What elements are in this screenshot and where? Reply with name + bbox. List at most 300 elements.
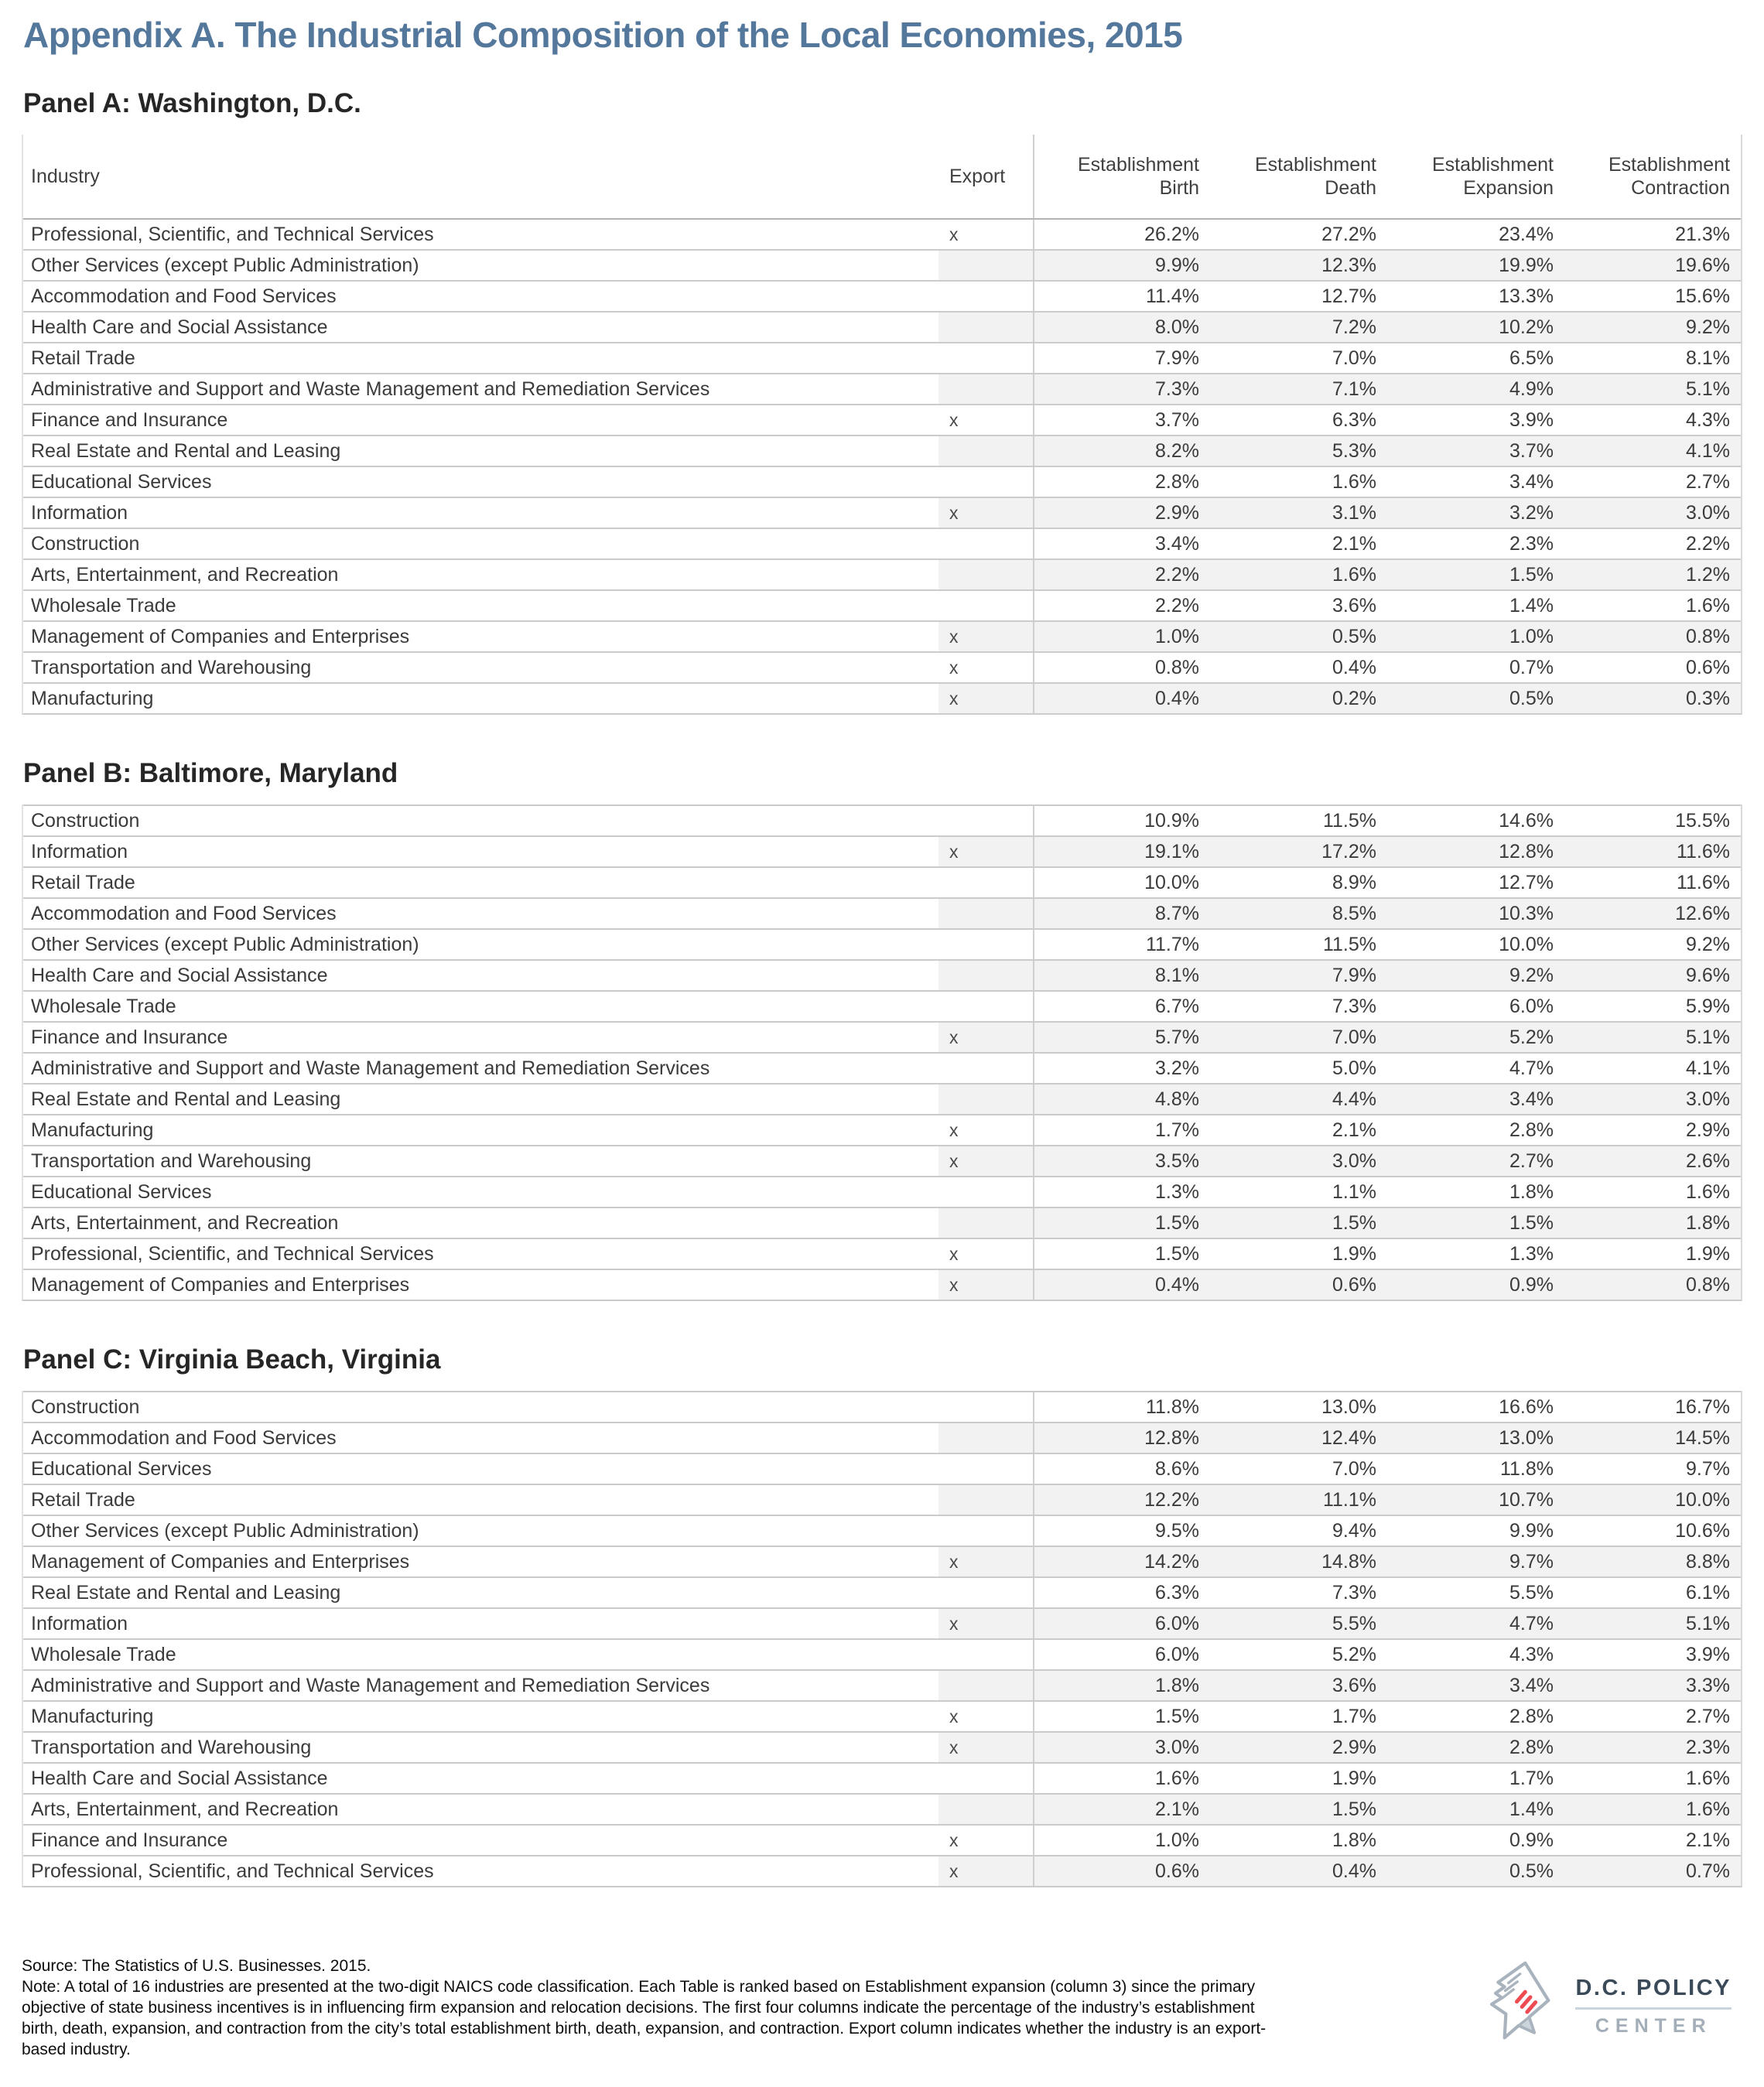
value-cell: 14.5% (1564, 1423, 1741, 1453)
value-cell: 3.1% (1210, 498, 1387, 528)
value-cell: 1.4% (1387, 1795, 1564, 1824)
export-cell: x (938, 684, 1033, 713)
value-cell: 10.6% (1675, 1520, 1730, 1542)
industry-table (22, 804, 1742, 1301)
value-cell: 11.8% (1033, 1392, 1210, 1422)
value-cell: 3.5% (1033, 1146, 1210, 1176)
industry-cell: Other Services (except Public Administration) (31, 934, 419, 955)
value-cell: 11.1% (1210, 1485, 1387, 1515)
value-cell: 6.0% (1509, 996, 1554, 1017)
industry-cell: Management of Companies and Enterprises (31, 1274, 410, 1296)
value-cell: 2.8% (1509, 1119, 1554, 1141)
export-cell (938, 1795, 1033, 1824)
value-cell: 0.5% (1210, 622, 1387, 651)
industry-cell: Real Estate and Rental and Leasing (31, 440, 341, 462)
value-cell: 2.9% (1210, 1733, 1387, 1762)
value-cell: 3.0% (1564, 1084, 1741, 1114)
export-cell (938, 806, 1033, 835)
value-cell: 2.8% (1387, 1733, 1564, 1762)
table-row (23, 1021, 1741, 1052)
value-cell: 1.6% (1033, 1764, 1210, 1793)
value-cell: 6.3% (1033, 1578, 1210, 1607)
report-page (22, 14, 1742, 2060)
table-row (23, 990, 1741, 1021)
industry-cell: Transportation and Warehousing (31, 1737, 312, 1758)
industry-cell: Retail Trade (31, 1489, 135, 1511)
value-cell: 2.9% (1033, 498, 1210, 528)
value-cell: 19.1% (1033, 837, 1210, 866)
industry-cell: Professional, Scientific, and Technical Services (31, 1860, 434, 1882)
export-cell: x (949, 1244, 959, 1264)
value-cell: 4.8% (1033, 1084, 1210, 1114)
value-cell: 4.3% (1686, 409, 1730, 431)
value-cell: 2.7% (1686, 1706, 1730, 1727)
value-cell: 1.8% (1509, 1181, 1554, 1203)
industry-cell: Wholesale Trade (31, 595, 176, 617)
industry-cell: Management of Companies and Enterprises (31, 1551, 410, 1573)
value-cell: 4.3% (1509, 1644, 1554, 1665)
industry-cell: Educational Services (31, 471, 212, 493)
value-cell: 0.5% (1387, 1856, 1564, 1886)
panel-section (22, 758, 1742, 1301)
value-cell: 0.2% (1210, 684, 1387, 713)
value-cell: 0.4% (1033, 1270, 1210, 1300)
table-row (23, 1453, 1741, 1484)
table-row (23, 1052, 1741, 1083)
value-cell: 14.6% (1499, 810, 1554, 832)
value-cell: 4.7% (1509, 1057, 1554, 1079)
export-cell (938, 1485, 1033, 1515)
value-cell: 7.0% (1332, 347, 1376, 369)
value-cell: 16.6% (1499, 1396, 1554, 1418)
industry-cell: Construction (31, 810, 140, 832)
value-cell: 0.8% (1033, 653, 1210, 682)
table-row (23, 651, 1741, 682)
table-row (23, 404, 1741, 435)
value-cell: 2.1% (1686, 1829, 1730, 1851)
table-row (23, 1762, 1741, 1793)
value-cell: 15.6% (1675, 285, 1730, 307)
export-cell: x (938, 1609, 1033, 1638)
table-row (23, 497, 1741, 528)
value-cell: 15.5% (1675, 810, 1730, 832)
industry-cell: Arts, Entertainment, and Recreation (31, 1212, 339, 1234)
value-cell: 14.8% (1210, 1547, 1387, 1576)
logo-text (1575, 1976, 1732, 2037)
value-cell: 1.6% (1564, 1795, 1741, 1824)
value-cell: 3.4% (1033, 529, 1210, 558)
export-cell (938, 1208, 1033, 1238)
value-cell: 0.6% (1210, 1270, 1387, 1300)
table-row (23, 342, 1741, 373)
export-cell (938, 868, 1033, 897)
table-row (23, 1145, 1741, 1176)
table-row (23, 249, 1741, 280)
export-cell (938, 313, 1033, 342)
value-cell: 11.6% (1676, 872, 1730, 893)
value-cell: 1.9% (1332, 1243, 1376, 1265)
value-cell: 12.8% (1033, 1423, 1210, 1453)
industry-cell: Professional, Scientific, and Technical Services (31, 1243, 434, 1265)
value-cell: 1.4% (1509, 595, 1554, 617)
industry-cell: Transportation and Warehousing (31, 1150, 312, 1172)
value-cell: 9.9% (1033, 251, 1210, 280)
export-cell (938, 467, 1033, 497)
value-cell: 1.5% (1210, 1795, 1387, 1824)
value-cell: 0.4% (1210, 1856, 1387, 1886)
panel-title: Panel C: Virginia Beach, Virginia (23, 1344, 441, 1375)
value-cell: 11.4% (1033, 282, 1210, 311)
export-cell (938, 1640, 1033, 1669)
col-header-export: Export (949, 166, 1006, 187)
export-cell: x (949, 1830, 959, 1850)
value-cell: 1.5% (1033, 1702, 1210, 1731)
value-cell: 19.9% (1387, 251, 1564, 280)
export-cell: x (938, 498, 1033, 528)
value-cell: 10.7% (1387, 1485, 1564, 1515)
value-cell: 2.9% (1686, 1119, 1730, 1141)
value-cell: 1.7% (1332, 1706, 1376, 1727)
value-cell: 12.8% (1387, 837, 1564, 866)
table-row (23, 1824, 1741, 1855)
export-cell: x (949, 224, 959, 244)
export-cell: x (938, 1733, 1033, 1762)
table-row (23, 1391, 1741, 1422)
industry-cell: Wholesale Trade (31, 1644, 176, 1665)
export-cell (938, 1177, 1033, 1207)
value-cell: 14.2% (1033, 1547, 1210, 1576)
export-cell: x (938, 1856, 1033, 1886)
industry-cell: Health Care and Social Assistance (31, 316, 328, 338)
industry-cell: Health Care and Social Assistance (31, 1768, 328, 1789)
export-cell: x (938, 1023, 1033, 1052)
value-cell: 26.2% (1033, 220, 1210, 249)
value-cell: 13.0% (1321, 1396, 1376, 1418)
value-cell: 0.4% (1033, 684, 1210, 713)
logo-line2: CENTER (1595, 2014, 1712, 2037)
industry-cell: Finance and Insurance (31, 1026, 228, 1048)
value-cell: 12.6% (1564, 899, 1741, 928)
value-cell: 5.1% (1564, 1023, 1741, 1052)
value-cell: 5.2% (1332, 1644, 1376, 1665)
value-cell: 5.5% (1210, 1609, 1387, 1638)
table-row (23, 1114, 1741, 1145)
value-cell: 12.7% (1321, 285, 1376, 307)
col-header-establishment-expansion: Establishment Expansion (1431, 154, 1554, 199)
table-row (23, 1793, 1741, 1824)
industry-cell: Other Services (except Public Administration) (31, 1520, 419, 1542)
export-cell (938, 1578, 1033, 1607)
value-cell: 0.8% (1564, 622, 1741, 651)
export-cell (938, 1392, 1033, 1422)
table-row (23, 528, 1741, 558)
table-row (23, 866, 1741, 897)
table-row (23, 1269, 1741, 1300)
source-note: Source: The Statistics of U.S. Businesses. 2015. (22, 1957, 371, 1975)
value-cell: 13.0% (1387, 1423, 1564, 1453)
panel-title: Panel A: Washington, D.C. (23, 88, 361, 118)
panel-section (22, 1344, 1742, 1887)
value-cell: 3.4% (1387, 1084, 1564, 1114)
value-cell: 5.1% (1564, 374, 1741, 404)
industry-table (22, 135, 1742, 715)
value-cell: 2.8% (1509, 1706, 1554, 1727)
export-cell (938, 374, 1033, 404)
table-row (23, 435, 1741, 466)
table-row (23, 1700, 1741, 1731)
table-row (23, 1484, 1741, 1515)
value-cell: 13.3% (1499, 285, 1554, 307)
table-row (23, 558, 1741, 589)
table-row (23, 1238, 1741, 1269)
export-cell (938, 1423, 1033, 1453)
industry-cell: Arts, Entertainment, and Recreation (31, 1798, 339, 1820)
value-cell: 9.2% (1564, 313, 1741, 342)
value-cell: 3.2% (1387, 498, 1564, 528)
value-cell: 0.7% (1564, 1856, 1741, 1886)
export-cell: x (949, 410, 959, 430)
value-cell: 0.9% (1387, 1270, 1564, 1300)
value-cell: 3.0% (1033, 1733, 1210, 1762)
value-cell: 3.9% (1509, 409, 1554, 431)
export-cell: x (938, 1270, 1033, 1300)
table-row (23, 1546, 1741, 1576)
value-cell: 3.3% (1564, 1671, 1741, 1700)
table-row (23, 1422, 1741, 1453)
value-cell: 2.1% (1332, 1119, 1376, 1141)
value-cell: 1.5% (1033, 1239, 1210, 1269)
industry-cell: Educational Services (31, 1458, 212, 1480)
value-cell: 6.1% (1686, 1582, 1730, 1604)
value-cell: 9.2% (1387, 961, 1564, 990)
industry-cell: Accommodation and Food Services (31, 903, 337, 924)
value-cell: 3.6% (1332, 595, 1376, 617)
value-cell: 2.8% (1033, 467, 1210, 497)
export-cell (938, 899, 1033, 928)
value-cell: 9.2% (1686, 934, 1730, 955)
dc-map-icon (1484, 1959, 1561, 2054)
value-cell: 8.1% (1033, 961, 1210, 990)
value-cell: 2.2% (1686, 533, 1730, 555)
industry-cell: Educational Services (31, 1181, 212, 1203)
value-cell: 1.7% (1509, 1768, 1554, 1789)
table-header-row (23, 135, 1741, 220)
value-cell: 1.9% (1686, 1243, 1730, 1265)
value-cell: 8.7% (1033, 899, 1210, 928)
table-row (23, 1083, 1741, 1114)
value-cell: 1.5% (1033, 1208, 1210, 1238)
value-cell: 7.2% (1210, 313, 1387, 342)
table-row (23, 373, 1741, 404)
col-header-establishment-contraction: Establishment Contraction (1608, 154, 1730, 199)
value-cell: 12.4% (1210, 1423, 1387, 1453)
table-row (23, 589, 1741, 620)
value-cell: 0.6% (1033, 1856, 1210, 1886)
footer (22, 1955, 1742, 2060)
value-cell: 10.3% (1387, 899, 1564, 928)
value-cell: 7.0% (1332, 1458, 1376, 1480)
value-cell: 1.8% (1564, 1208, 1741, 1238)
export-cell (938, 1454, 1033, 1484)
value-cell: 7.3% (1332, 1582, 1376, 1604)
value-cell: 6.0% (1033, 1640, 1210, 1669)
value-cell: 2.7% (1387, 1146, 1564, 1176)
value-cell: 1.5% (1387, 560, 1564, 589)
industry-cell: Administrative and Support and Waste Management and Remediation Services (31, 1057, 710, 1079)
industry-cell: Manufacturing (31, 1706, 154, 1727)
value-cell: 4.1% (1564, 436, 1741, 466)
industry-cell: Administrative and Support and Waste Management and Remediation Services (31, 378, 710, 400)
value-cell: 2.2% (1033, 591, 1210, 620)
value-cell: 1.6% (1686, 1768, 1730, 1789)
table-row (23, 1207, 1741, 1238)
value-cell: 4.1% (1686, 1057, 1730, 1079)
export-cell (938, 961, 1033, 990)
export-cell (938, 251, 1033, 280)
value-cell: 5.5% (1509, 1582, 1554, 1604)
logo-divider (1575, 2007, 1732, 2010)
export-cell (938, 1054, 1033, 1083)
export-cell (938, 282, 1033, 311)
col-header-establishment-death: Establishment Death (1254, 154, 1376, 199)
value-cell: 3.4% (1387, 1671, 1564, 1700)
value-cell: 11.7% (1033, 930, 1210, 959)
value-cell: 4.7% (1387, 1609, 1564, 1638)
value-cell: 16.7% (1675, 1396, 1730, 1418)
value-cell: 5.1% (1564, 1609, 1741, 1638)
value-cell: 5.7% (1033, 1023, 1210, 1052)
industry-cell: Finance and Insurance (31, 1829, 228, 1851)
value-cell: 0.7% (1509, 657, 1554, 678)
export-cell (938, 930, 1033, 959)
col-header-industry: Industry (31, 166, 100, 187)
export-cell: x (949, 1706, 959, 1727)
value-cell: 8.0% (1033, 313, 1210, 342)
value-cell: 10.2% (1387, 313, 1564, 342)
table-row (23, 959, 1741, 990)
industry-cell: Real Estate and Rental and Leasing (31, 1582, 341, 1604)
industry-cell: Construction (31, 1396, 140, 1418)
export-cell (938, 591, 1033, 620)
value-cell: 11.5% (1322, 934, 1376, 955)
value-cell: 3.0% (1564, 498, 1741, 528)
export-cell (938, 560, 1033, 589)
value-cell: 0.9% (1509, 1829, 1554, 1851)
value-cell: 2.3% (1564, 1733, 1741, 1762)
value-cell: 11.8% (1499, 1458, 1554, 1480)
value-cell: 5.2% (1387, 1023, 1564, 1052)
value-cell: 3.2% (1033, 1054, 1210, 1083)
value-cell: 21.3% (1675, 224, 1730, 245)
value-cell: 5.0% (1332, 1057, 1376, 1079)
value-cell: 12.3% (1210, 251, 1387, 280)
table-row (23, 682, 1741, 713)
industry-cell: Administrative and Support and Waste Management and Remediation Services (31, 1675, 710, 1696)
value-cell: 1.6% (1686, 1181, 1730, 1203)
value-cell: 6.5% (1509, 347, 1554, 369)
value-cell: 10.0% (1564, 1485, 1741, 1515)
export-cell: x (938, 837, 1033, 866)
value-cell: 12.7% (1499, 872, 1554, 893)
value-cell: 2.1% (1332, 533, 1376, 555)
export-cell: x (938, 622, 1033, 651)
value-cell: 1.8% (1332, 1829, 1376, 1851)
value-cell: 1.6% (1686, 595, 1730, 617)
table-row (23, 1176, 1741, 1207)
value-cell: 3.7% (1033, 405, 1210, 435)
industry-cell: Accommodation and Food Services (31, 1427, 337, 1449)
value-cell: 7.9% (1033, 343, 1210, 373)
value-cell: 1.3% (1509, 1243, 1554, 1265)
value-cell: 23.4% (1499, 224, 1554, 245)
value-cell: 4.4% (1210, 1084, 1387, 1114)
value-cell: 8.5% (1210, 899, 1387, 928)
export-cell (938, 529, 1033, 558)
value-cell: 1.0% (1387, 622, 1564, 651)
panel-section (22, 88, 1742, 715)
value-cell: 9.4% (1332, 1520, 1376, 1542)
value-cell: 2.6% (1564, 1146, 1741, 1176)
value-cell: 1.0% (1033, 622, 1210, 651)
industry-cell: Retail Trade (31, 347, 135, 369)
page-title: Appendix A. The Industrial Composition of the Local Economies, 2015 (23, 15, 1183, 55)
value-cell: 1.6% (1210, 560, 1387, 589)
value-cell: 2.3% (1509, 533, 1554, 555)
export-cell: x (949, 658, 959, 678)
table-row (23, 280, 1741, 311)
value-cell: 9.5% (1033, 1516, 1210, 1546)
value-cell: 0.8% (1564, 1270, 1741, 1300)
value-cell: 9.7% (1686, 1458, 1730, 1480)
export-cell (938, 436, 1033, 466)
value-cell: 4.9% (1387, 374, 1564, 404)
value-cell: 1.9% (1332, 1768, 1376, 1789)
export-cell (938, 1084, 1033, 1114)
value-cell: 8.1% (1686, 347, 1730, 369)
export-cell: x (938, 1146, 1033, 1176)
value-cell: 7.1% (1210, 374, 1387, 404)
value-cell: 3.6% (1210, 1671, 1387, 1700)
table-row (23, 835, 1741, 866)
dc-policy-center-logo (1484, 1959, 1732, 2054)
logo-line1: D.C. POLICY (1575, 1975, 1732, 2000)
value-cell: 17.2% (1210, 837, 1387, 866)
value-cell: 8.6% (1033, 1454, 1210, 1484)
table-row (23, 1576, 1741, 1607)
table-row (23, 1731, 1741, 1762)
table-row (23, 1607, 1741, 1638)
value-cell: 0.6% (1686, 657, 1730, 678)
value-cell: 6.0% (1033, 1609, 1210, 1638)
industry-cell: Accommodation and Food Services (31, 285, 337, 307)
industry-cell: Finance and Insurance (31, 409, 228, 431)
value-cell: 1.2% (1564, 560, 1741, 589)
industry-cell: Information (31, 502, 128, 524)
value-cell: 10.0% (1499, 934, 1554, 955)
industry-cell: Management of Companies and Enterprises (31, 626, 410, 647)
value-cell: 1.5% (1387, 1208, 1564, 1238)
value-cell: 1.3% (1033, 1177, 1210, 1207)
col-header-establishment-birth: Establishment Birth (1033, 135, 1210, 218)
table-row (23, 897, 1741, 928)
value-cell: 0.4% (1332, 657, 1376, 678)
industry-table (22, 1391, 1742, 1887)
table-row (23, 466, 1741, 497)
footnotes (22, 1955, 1287, 2060)
value-cell: 9.7% (1387, 1547, 1564, 1576)
industry-cell: Information (31, 841, 128, 862)
value-cell: 1.1% (1332, 1181, 1376, 1203)
